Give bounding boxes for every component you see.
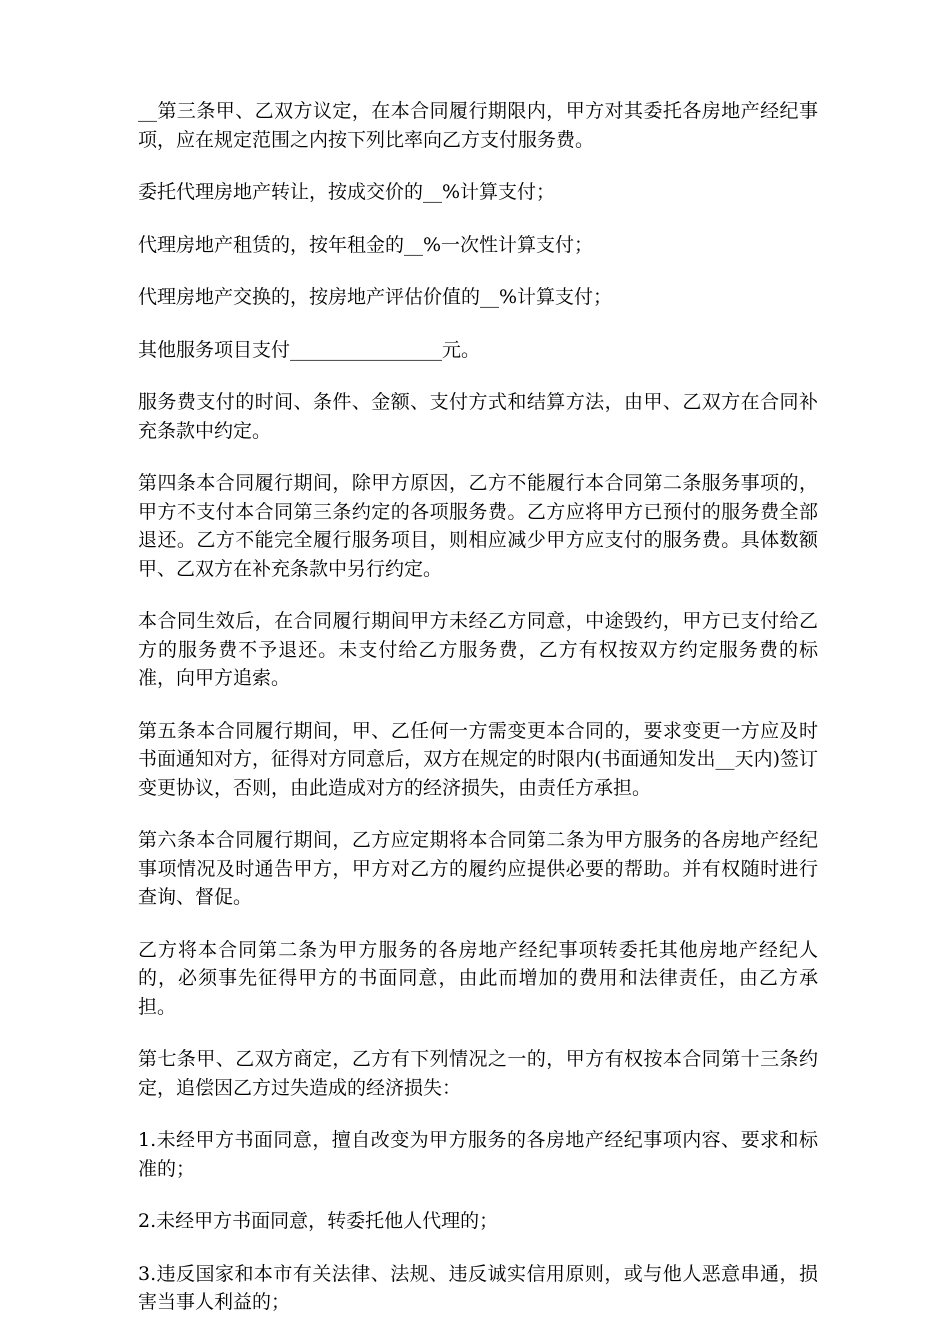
paragraph-article-6: 第六条本合同履行期间，乙方应定期将本合同第二条为甲方服务的各房地产经纪事项情况及时通告甲方，甲方对乙方的履约应提供必要的帮助。并有权随时进行查询、督促。	[138, 829, 818, 908]
paragraph-article-4: 第四条本合同履行期间，除甲方原因，乙方不能履行本合同第二条服务事项的，甲方不支付本合同第三条约定的各项服务费。乙方应将甲方已预付的服务费全部退还。乙方不能完全履行服务项目，则相应减少甲方应支付的服务费。具体数额甲、乙双方在补充条款中另行约定。	[138, 472, 818, 580]
paragraph-article-7: 第七条甲、乙双方商定，乙方有下列情况之一的，甲方有权按本合同第十三条约定，追偿因乙方过失造成的经济损失：	[138, 1048, 818, 1099]
paragraph-transfer-rate: 委托代理房地产转让，按成交价的__%计算支付；	[138, 181, 556, 203]
paragraph-lease-rate: 代理房地产租赁的，按年租金的__%一次性计算支付；	[138, 233, 594, 256]
document-page	[138, 97, 818, 1341]
paragraph-other-services: 其他服务项目支付________________元。	[138, 338, 481, 361]
paragraph-article-3: __第三条甲、乙双方议定，在本合同履行期限内，甲方对其委托各房地产经纪事项，应在规定范围之内按下列比率向乙方支付服务费。	[138, 100, 818, 151]
paragraph-article-5: 第五条本合同履行期间，甲、乙任何一方需变更本合同的，要求变更一方应及时书面通知对方，征得对方同意后，双方在规定的时限内(书面通知发出__天内)签订变更协议，否则，由此造成对方的经济损失，由责任方承担。	[138, 719, 818, 799]
paragraph-subcontracting: 乙方将本合同第二条为甲方服务的各房地产经纪事项转委托其他房地产经纪人的，必须事先征得甲方的书面同意，由此而增加的费用和法律责任，由乙方承担。	[138, 938, 818, 1018]
list-item-1: 1.未经甲方书面同意，擅自改变为甲方服务的各房地产经纪事项内容、要求和标准的；	[138, 1129, 818, 1180]
list-item-3: 3.违反国家和本市有关法律、法规、违反诚实信用原则，或与他人恶意串通，损害当事人利益的；	[138, 1262, 818, 1313]
paragraph-payment-terms: 服务费支付的时间、条件、金额、支付方式和结算方法，由甲、乙双方在合同补充条款中约定。	[138, 391, 818, 442]
paragraph-breach-of-contract: 本合同生效后，在合同履行期间甲方未经乙方同意，中途毁约，甲方已支付给乙方的服务费不予退还。未支付给乙方服务费，乙方有权按双方约定服务费的标准，向甲方追索。	[138, 610, 818, 689]
paragraph-exchange-rate: 代理房地产交换的，按房地产评估价值的__%计算支付；	[138, 286, 613, 308]
list-item-2: 2.未经甲方书面同意，转委托他人代理的；	[138, 1210, 499, 1232]
